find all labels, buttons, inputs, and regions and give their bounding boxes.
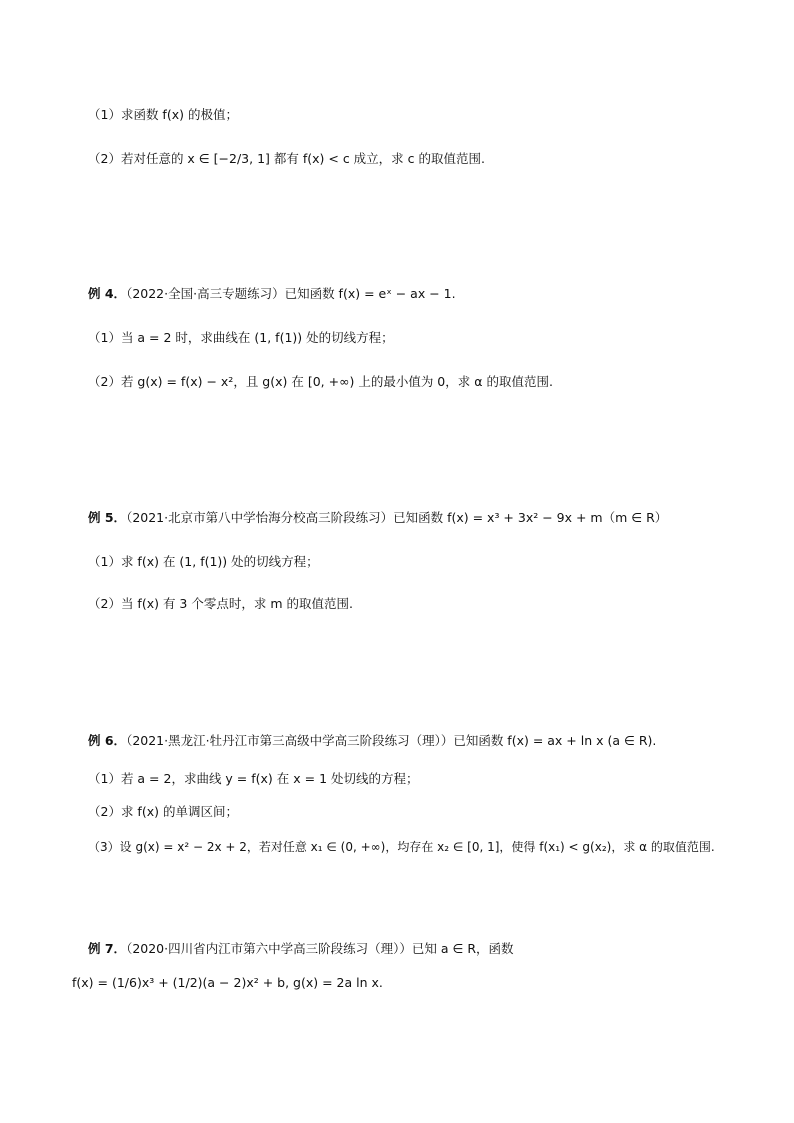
example-6-heading — [88, 730, 656, 752]
part-label: （1） — [88, 330, 121, 345]
part-text: 求 f(x) 的单调区间； — [120, 804, 238, 819]
example-5-part-1 — [88, 551, 319, 573]
part-text: 当 f(x) 有 3 个零点时，求 m 的取值范围. — [120, 596, 353, 611]
example-statement: 已知 a ∈ R，函数 — [411, 941, 514, 956]
prev-part-2 — [88, 148, 485, 170]
part-label: （2） — [88, 596, 121, 611]
part-label: （1） — [88, 107, 121, 122]
example-5-heading — [88, 507, 667, 529]
example-statement: 已知函数 f(x) = ax + ln x (a ∈ R). — [453, 733, 657, 748]
part-label: （2） — [88, 804, 121, 819]
part-label: （2） — [88, 374, 121, 389]
example-6-part-1 — [88, 768, 419, 790]
example-label: 例 6． — [88, 733, 127, 748]
part-text: 若对任意的 x ∈ [−2/3, 1] 都有 f(x) < c 成立，求 c 的取值范围. — [120, 151, 485, 166]
example-4-part-1 — [88, 327, 394, 349]
example-label: 例 4． — [88, 286, 127, 301]
part-label: （2） — [88, 151, 121, 166]
example-label: 例 7． — [88, 941, 127, 956]
part-label: （1） — [88, 554, 121, 569]
part-text: 若 g(x) = f(x) − x²，且 g(x) 在 [0, +∞) 上的最小值为 0，求 α 的取值范围. — [120, 374, 553, 389]
example-source: （2021·黑龙江·牡丹江市第三高级中学高三阶段练习（理）） — [126, 733, 454, 748]
example-6-part-3 — [88, 836, 715, 858]
formula-text: f(x) = (1/6)x³ + (1/2)(a − 2)x² + b, g(x) = 2a ln x. — [72, 975, 383, 990]
prev-part-1 — [88, 104, 238, 126]
part-text: 设 g(x) = x² − 2x + 2，若对任意 x₁ ∈ (0, +∞)，均存在 x₂ ∈ [0, 1]，使得 f(x₁) < g(x₂)，求 α 的取值范围. — [119, 840, 715, 854]
example-7-heading — [88, 938, 514, 960]
example-4-heading — [88, 283, 456, 305]
part-text: 当 a = 2 时，求曲线在 (1, f(1)) 处的切线方程； — [120, 330, 394, 345]
example-source: （2021·北京市第八中学怡海分校高三阶段练习） — [126, 510, 394, 525]
part-text: 若 a = 2，求曲线 y = f(x) 在 x = 1 处切线的方程； — [120, 771, 419, 786]
part-label: （1） — [88, 771, 121, 786]
example-source: （2020·四川省内江市第六中学高三阶段练习（理）） — [126, 941, 412, 956]
part-text: 求函数 f(x) 的极值； — [120, 107, 238, 122]
example-statement: 已知函数 f(x) = eˣ − ax − 1. — [284, 286, 456, 301]
part-text: 求 f(x) 在 (1, f(1)) 处的切线方程； — [120, 554, 319, 569]
example-statement: 已知函数 f(x) = x³ + 3x² − 9x + m（m ∈ R） — [393, 510, 668, 525]
part-label: （3） — [88, 840, 120, 854]
example-6-part-2 — [88, 801, 238, 823]
example-7-formula — [72, 972, 383, 994]
example-label: 例 5． — [88, 510, 127, 525]
example-5-part-2 — [88, 593, 353, 615]
example-source: （2022·全国·高三专题练习） — [126, 286, 285, 301]
example-4-part-2 — [88, 371, 553, 393]
